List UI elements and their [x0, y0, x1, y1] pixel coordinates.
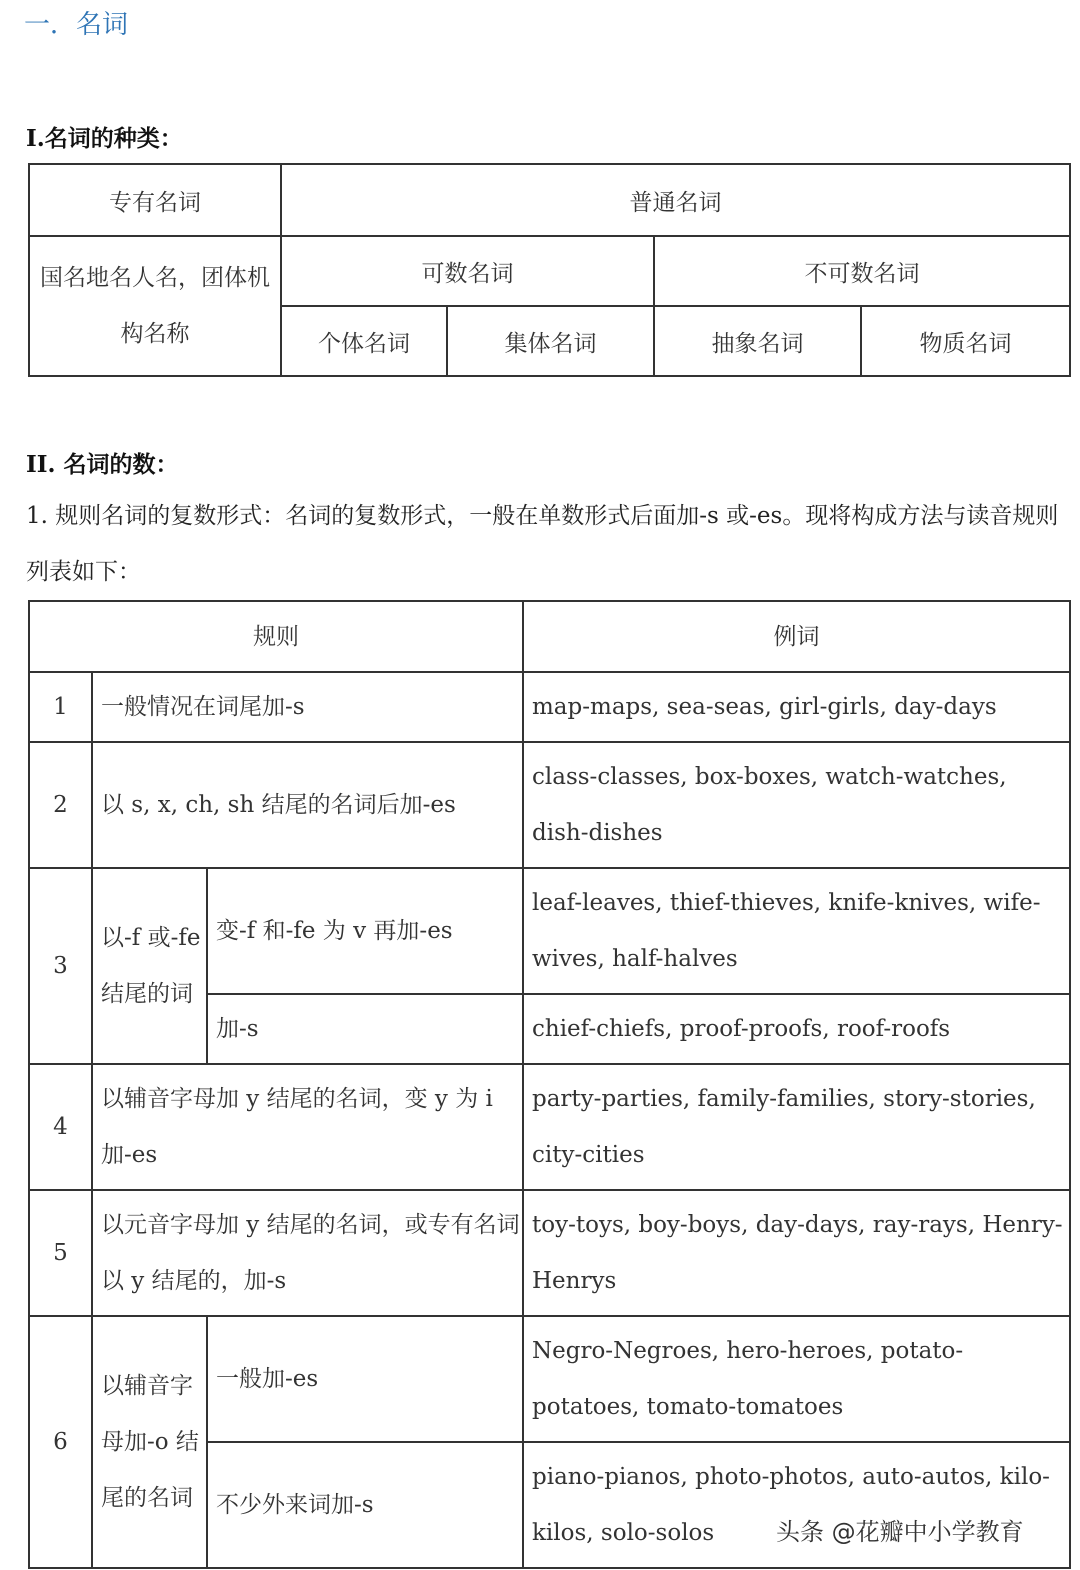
example-cell: party-parties, family-families, story-stories, city-cities [523, 1064, 1070, 1190]
row-number: 6 [29, 1316, 92, 1568]
example-cell: chief-chiefs, proof-proofs, roof-roofs [523, 994, 1070, 1064]
rule-cell: 变-f 和-fe 为 v 再加-es [207, 868, 523, 994]
rule-cell: 一般情况在词尾加-s [92, 672, 523, 742]
row-number: 3 [29, 868, 92, 1064]
table-row [29, 1064, 1070, 1190]
example-cell: piano-pianos, photo-photos, auto-autos, kilo-kilos, solo-solos [523, 1442, 1070, 1568]
example-cell: Negro-Negroes, hero-heroes, potato-potatoes, tomato-tomatoes [523, 1316, 1070, 1442]
example-cell: map-maps, sea-seas, girl-girls, day-days [523, 672, 1070, 742]
example-cell: toy-toys, boy-boys, day-days, ray-rays, Henry-Henrys [523, 1190, 1070, 1316]
collective-noun: 集体名词 [447, 306, 654, 376]
part2-heading: II. 名词的数： [26, 451, 179, 478]
group-cell: 以-f 或-fe 结尾的词 [92, 868, 207, 1064]
table-row [29, 672, 1070, 742]
countable-noun-header: 可数名词 [281, 236, 654, 306]
abstract-noun: 抽象名词 [654, 306, 861, 376]
plural-rules-table [28, 600, 1071, 1569]
example-cell: class-classes, box-boxes, watch-watches, dish-dishes [523, 742, 1070, 868]
rule-cell: 以元音字母加 y 结尾的名词，或专有名词以 y 结尾的，加-s [92, 1190, 523, 1316]
plural-intro: 1. 规则名词的复数形式：名词的复数形式，一般在单数形式后面加-s 或-es。现将构成方法与读音规则列表如下： [26, 503, 1059, 585]
rule-cell: 加-s [207, 994, 523, 1064]
material-noun: 物质名词 [861, 306, 1070, 376]
rule-cell: 以辅音字母加 y 结尾的名词，变 y 为 i 加-es [92, 1064, 523, 1190]
uncountable-noun-header: 不可数名词 [654, 236, 1070, 306]
row-number: 2 [29, 742, 92, 868]
section-title: 一．名词 [24, 10, 129, 40]
row-number: 1 [29, 672, 92, 742]
individual-noun: 个体名词 [281, 306, 447, 376]
table-row [29, 868, 1070, 994]
watermark: 头条 @花瓣中小学教育 [776, 1512, 1024, 1547]
rule-cell: 不少外来词加-s [207, 1442, 523, 1568]
table-row [29, 1190, 1070, 1316]
part1-heading: I.名词的种类： [26, 125, 183, 152]
group-cell: 以辅音字母加-o 结尾的名词 [92, 1316, 207, 1568]
proper-noun-header: 专有名词 [29, 164, 281, 236]
rule-cell: 以 s, x, ch, sh 结尾的名词后加-es [92, 742, 523, 868]
table-row [29, 742, 1070, 868]
table-row [29, 1316, 1070, 1442]
row-number: 4 [29, 1064, 92, 1190]
common-noun-header: 普通名词 [281, 164, 1070, 236]
rule-cell: 一般加-es [207, 1316, 523, 1442]
row-number: 5 [29, 1190, 92, 1316]
noun-types-table [28, 163, 1071, 377]
rule-header: 规则 [29, 601, 523, 672]
example-cell: leaf-leaves, thief-thieves, knife-knives, wife-wives, half-halves [523, 868, 1070, 994]
example-header: 例词 [523, 601, 1070, 672]
proper-noun-desc: 国名地名人名，团体机构名称 [29, 236, 281, 376]
